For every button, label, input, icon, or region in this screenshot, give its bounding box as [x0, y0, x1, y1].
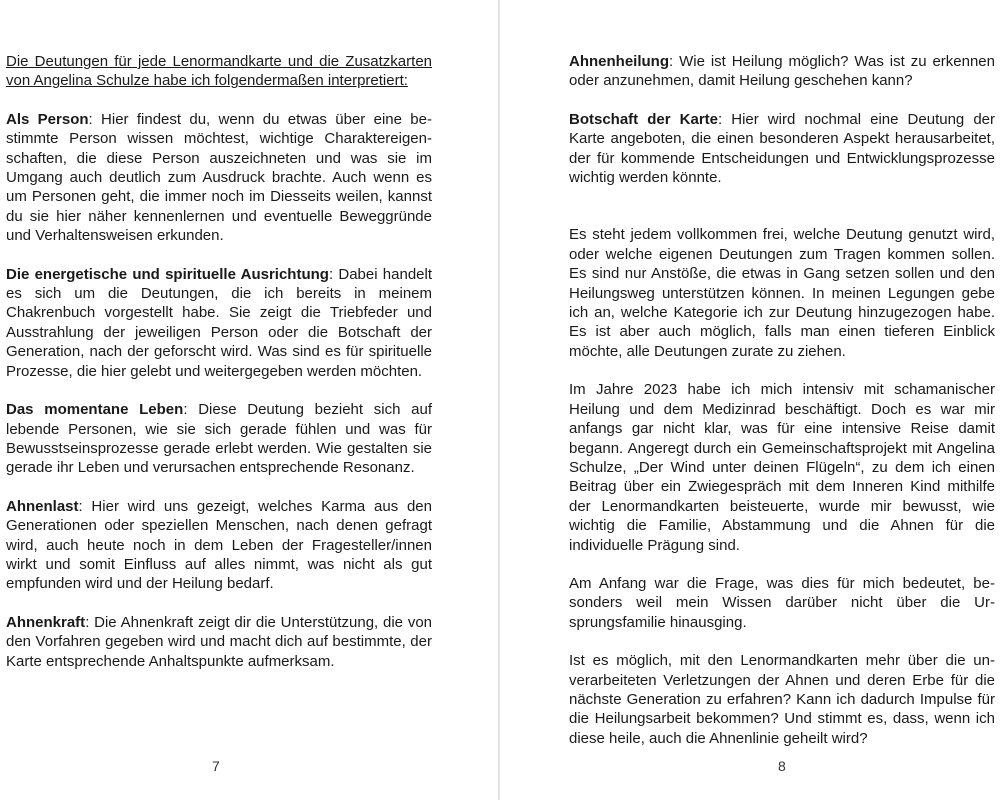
definition-paragraph: [569, 110, 995, 188]
body-paragraph: Ist es möglich, mit den Lenormandkarten mehr über die unverarbeiteten Verletzungen der Ahnen und deren Erbe für die nächste Generation zu erfahren? Kann ich dadurch Impulse für die Heilungsarbeit bekommen? Und stimmt es, dass, wenn ich diese heile, auch die Ahnenlinie geheilt wird?: [569, 652, 995, 747]
body-paragraph: Im Jahre 2023 habe ich mich intensiv mit schamanischer Heilung und dem Medizinrad beschäftigt. Doch es war mir anfangs gar nicht klar, was für eine intensive Reise damit begann. Angeregt durch ein Gemeinschaftsprojekt mit Angelina Schulze, „Der Wind unter deinen Flügeln“, zu dem ich einen Beitrag über ein Zwiegespräch mit dem Inneren Kind mithilfe der Lenormandkarten beisteuerte, wurde mir bewusst, wie wichtig die Familie, Abstammung und die Ahnen für die individuelle Prägung sind.: [569, 381, 995, 554]
definition-term: Das momentane Leben: [6, 401, 184, 419]
definition-paragraph: [6, 497, 432, 594]
definition-text: : Hier findest du, wenn du etwas über eine bestimmte Person wissen möchtest, wichtige Charaktereigenschaften, die diese Person auszeichneten und was sie im Umgang auch deutlich zum Ausdruck brachte. Auch wenn es um Personen geht, die immer noch im Diesseits weilen, kannst du sie hier näher kennenlernen und eventuelle Beweggründe und Verhaltensweisen erkunden.: [6, 110, 432, 245]
definition-paragraph: [6, 110, 432, 246]
definition-term: Die energetische und spirituelle Ausrichtung: [6, 265, 329, 283]
body-paragraph: Am Anfang war die Frage, was dies für mich bedeutet, besonders weil mein Wissen darüber nicht über die Ursprungsfamilie hinausging.: [569, 574, 995, 631]
definition-paragraph: [6, 613, 432, 671]
definition-term: Ahnenheilung: [569, 53, 669, 70]
body-paragraph: Es steht jedem vollkommen frei, welche Deutung genutzt wird, oder welche eigenen Deutungen zum Tragen kommen sollen. Es sind nur Anstöße, die etwas in Gang setzen sollen und den Heilungsweg unterstützen können. In meinen Legungen gebe ich an, welche Kategorie ich zur Deutung hinzugezogen habe. Es ist aber auch möglich, falls man einen tieferen Einblick möchte, alle Deutungen zurate zu ziehen.: [569, 226, 995, 360]
left-page-text: [6, 52, 432, 690]
definition-term: Botschaft der Karte: [569, 110, 718, 128]
definition-text: : Dabei handelt es sich um die Deutungen, die ich bereits in meinem Chakrenbuch vorgestellt habe. Sie zeigt die Triebfeder und Ausstrahlung der jeweiligen Person oder die Botschaft der Generation, nach der geforscht wird. Was sind es für spirituelle Prozesse, die hier gelebt und weitergegeben werden möchten.: [6, 265, 432, 380]
definition-term: Ahnenlast: [6, 497, 79, 515]
definition-paragraph: [569, 52, 995, 91]
intro-paragraph: Die Deutungen für jede Lenormandkarte und die Zusatzkarten von Angelina Schulze habe ich folgendermaßen interpretiert:: [6, 53, 432, 90]
definition-text: : Wie ist Heilung möglich? Was ist zu erkennen oder anzunehmen, damit Heilung geschehen kann?: [569, 53, 995, 90]
definition-text: : Hier wird uns gezeigt, welches Karma aus den Generationen oder speziellen Menschen, nach denen gefragt wird, auch heute noch in dem Leben der Fragesteller/innen wirkt und somit Einfluss auf alles nimmt, was nicht als gut empfunden wird und der Heilung bedarf.: [6, 497, 432, 593]
definition-text: : Hier wird nochmal eine Deutung der Karte angeboten, die einen besonderen Aspekt herausarbeitet, der für kommende Entscheidungen und Entwicklungsprozesse wichtig werden könnte.: [569, 110, 996, 187]
right-page-text: [569, 52, 995, 767]
definition-term: Als Person: [6, 110, 89, 128]
right-page: [500, 0, 1000, 800]
page-number: 7: [212, 758, 220, 774]
definition-term: Ahnenkraft: [6, 613, 86, 631]
definition-paragraph: [6, 265, 432, 381]
definition-paragraph: [6, 400, 432, 478]
left-page: [0, 0, 498, 800]
page-number: 8: [778, 758, 786, 774]
definition-text: : Diese Deutung bezieht sich auf lebende Personen, wie sie sich gerade fühlen und was für Bewusstseinsprozesse gerade erlebt werden. Wie gestalten sie gerade ihr Leben und verursachen entsprechende Resonanz.: [6, 401, 432, 477]
definition-text: : Die Ahnenkraft zeigt dir die Unterstützung, die von den Vorfahren gegeben wird und macht dich auf bestimmte, der Karte entsprechende Anhaltspunkte aufmerksam.: [6, 613, 432, 670]
